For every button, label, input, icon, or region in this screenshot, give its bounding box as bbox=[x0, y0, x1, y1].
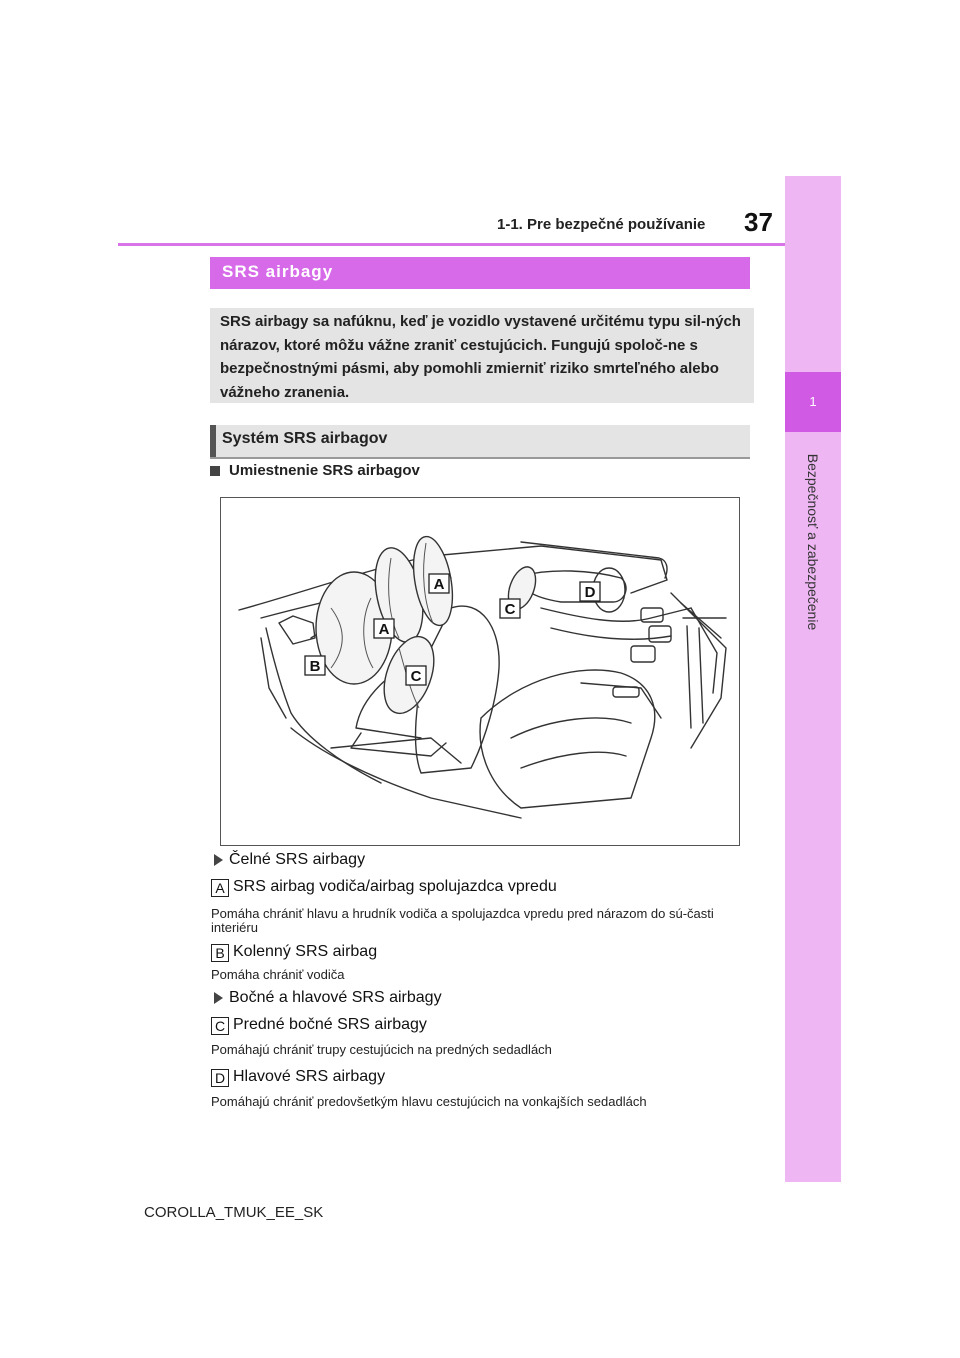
chapter-side-tab bbox=[785, 176, 841, 1182]
illus-label-a-2: A bbox=[378, 621, 390, 638]
intro-text: SRS airbagy sa nafúknu, keď je vozidlo vystavené určitému typu sil-ných nárazov, ktoré môžu vážne zraniť cestujúcich. Fungujú spoloč-ne s bezpečnostnými pásmi, aby pomohli zmierniť riziko smrteľného alebo vážneho zranenia. bbox=[220, 313, 741, 401]
header-rule bbox=[118, 243, 785, 246]
placement-title: Umiestnenie SRS airbagov bbox=[229, 462, 420, 479]
group-title-frontal: Čelné SRS airbagy bbox=[229, 851, 366, 868]
section-title: 1-1. Pre bezpečné používanie bbox=[497, 216, 706, 233]
triangle-bullet-icon bbox=[214, 854, 223, 866]
triangle-bullet-icon bbox=[214, 992, 223, 1004]
chapter-title: Bezpečnosť a zabezpečenie bbox=[805, 453, 821, 631]
document-code: COROLLA_TMUK_EE_SK bbox=[144, 1204, 324, 1221]
label-box-a: A bbox=[211, 879, 229, 897]
label-box-d: D bbox=[211, 1069, 229, 1087]
label-box-c: C bbox=[211, 1017, 229, 1035]
item-name-b: Kolenný SRS airbag bbox=[233, 943, 378, 960]
item-name-c: Predné bočné SRS airbagy bbox=[233, 1016, 427, 1033]
item-desc-a: Pomáha chrániť hlavu a hrudník vodiča a spolujazdca vpredu pred nárazom do sú-časti interiéru bbox=[211, 906, 714, 935]
car-interior-drawing bbox=[221, 498, 739, 845]
subsection-bar bbox=[210, 425, 216, 457]
srs-title: SRS airbagy bbox=[222, 262, 334, 281]
chapter-number: 1 bbox=[809, 394, 817, 409]
airbag-illustration bbox=[220, 497, 740, 846]
illus-label-a-1: A bbox=[433, 576, 445, 593]
item-desc-c: Pomáhajú chrániť trupy cestujúcich na predných sedadlách bbox=[211, 1042, 552, 1057]
item-name-d: Hlavové SRS airbagy bbox=[233, 1068, 386, 1085]
square-bullet-icon bbox=[210, 466, 220, 476]
item-desc-b: Pomáha chrániť vodiča bbox=[211, 967, 345, 982]
illus-label-c-2: C bbox=[410, 668, 422, 685]
item-desc-d: Pomáhajú chrániť predovšetkým hlavu cestujúcich na vonkajších sedadlách bbox=[211, 1094, 647, 1109]
label-box-b: B bbox=[211, 944, 229, 962]
illus-label-d: D bbox=[584, 584, 596, 601]
group-title-side: Bočné a hlavové SRS airbagy bbox=[229, 989, 442, 1006]
illus-label-b: B bbox=[309, 658, 321, 675]
page-number: 37 bbox=[744, 207, 773, 237]
illus-label-c-1: C bbox=[504, 601, 516, 618]
item-name-a: SRS airbag vodiča/airbag spolujazdca vpredu bbox=[233, 878, 557, 895]
subsection-title: Systém SRS airbagov bbox=[222, 430, 388, 447]
